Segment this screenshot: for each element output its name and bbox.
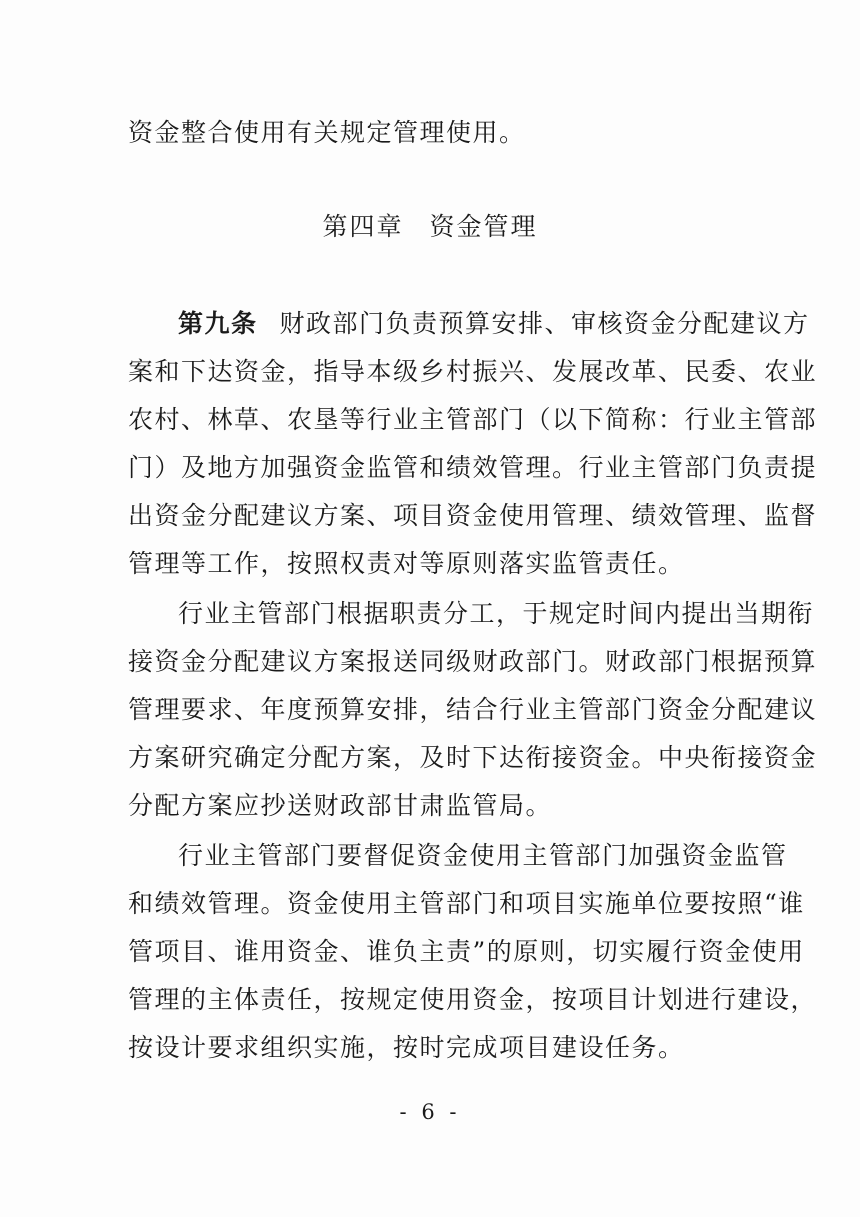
article-9-line-2: 案和下达资金，指导本级乡村振兴、发展改革、民委、农业	[128, 357, 818, 386]
article-9-label: 第九条	[178, 309, 258, 338]
article-9-line-4: 门）及地方加强资金监管和绩效管理。行业主管部门负责提	[128, 453, 818, 482]
article-9-text-1: 财政部门负责预算安排、审核资金分配建议方	[279, 309, 810, 338]
paragraph-3-line-1: 行业主管部门要督促资金使用主管部门加强资金监管	[178, 841, 788, 870]
article-9-line-6: 管理等工作，按照权责对等原则落实监管责任。	[128, 549, 685, 578]
chapter-title: 资金管理	[429, 212, 538, 241]
chapter-heading	[0, 214, 860, 239]
article-9-line-5: 出资金分配建议方案、项目资金使用管理、绩效管理、监督	[128, 501, 818, 530]
paragraph-2-line-1: 行业主管部门根据职责分工，于规定时间内提出当期衔	[178, 599, 815, 628]
article-9-line-3: 农村、林草、农垦等行业主管部门（以下简称：行业主管部	[128, 405, 818, 434]
chapter-number: 第四章	[322, 212, 404, 241]
paragraph-2-line-5: 分配方案应抄送财政部甘肃监管局。	[128, 791, 553, 820]
paragraph-2-line-2: 接资金分配建议方案报送同级财政部门。财政部门根据预算	[128, 647, 818, 676]
page-number: - 6 -	[399, 1100, 461, 1124]
paragraph-2-line-3: 管理要求、年度预算安排，结合行业主管部门资金分配建议	[128, 695, 818, 724]
article-9-line-1	[178, 311, 810, 336]
paragraph-3-line-5: 按设计要求组织实施，按时完成项目建设任务。	[128, 1033, 685, 1062]
continuation-text: 资金整合使用有关规定管理使用。	[128, 118, 526, 147]
paragraph-3-line-4: 管理的主体责任，按规定使用资金，按项目计划进行建设，	[128, 985, 818, 1014]
paragraph-3-line-3: 管项目、谁用资金、谁负主责”的原则，切实履行资金使用	[128, 937, 805, 966]
paragraph-3-line-2: 和绩效管理。资金使用主管部门和项目实施单位要按照“谁	[128, 889, 805, 918]
paragraph-2-line-4: 方案研究确定分配方案，及时下达衔接资金。中央衔接资金	[128, 743, 818, 772]
